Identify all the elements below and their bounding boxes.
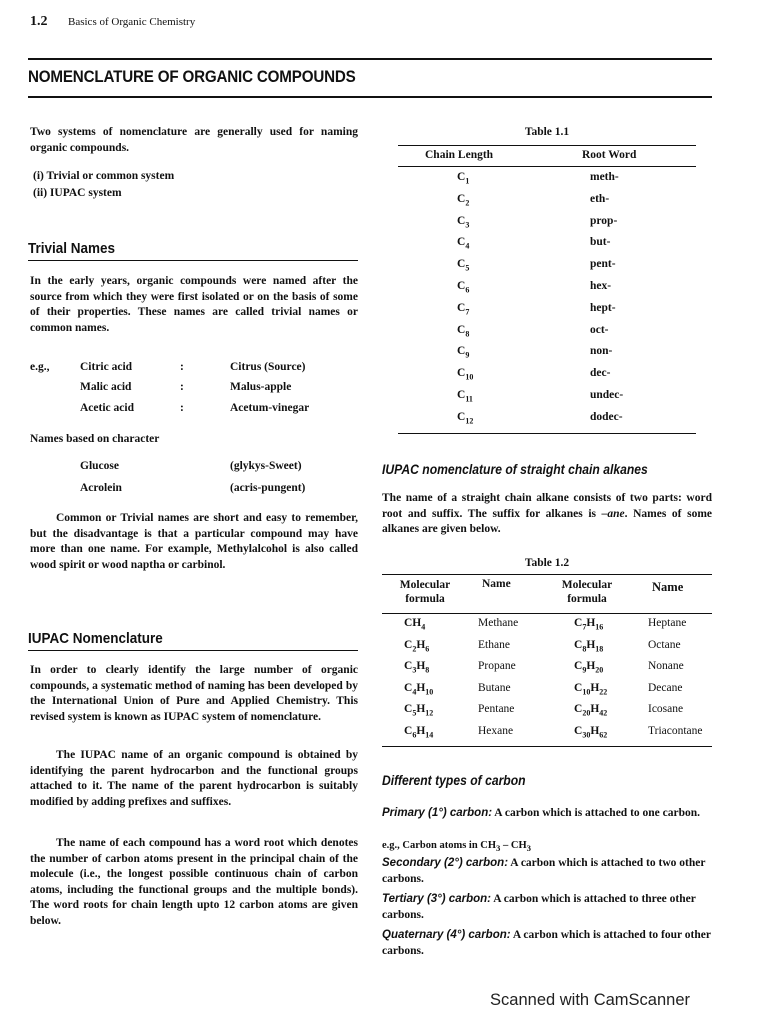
formula-cell [574,639,603,653]
chain-length-cell [457,345,469,359]
molecular-formula [574,703,608,718]
element-symbol: CH [404,617,422,629]
subscript: 6 [412,729,417,739]
example-name: Malic acid [80,381,132,393]
root-word-cell: eth- [590,192,610,205]
subscript: 5 [412,708,417,718]
alkane-name-cell: Pentane [478,703,515,715]
top-rule [28,58,712,60]
subscript: 30 [582,729,591,739]
element-symbol: C [404,703,413,715]
molecular-formula [404,639,429,651]
subscript: 18 [595,643,604,653]
example-name: Acetic acid [80,402,134,414]
molecular-formula [404,660,430,675]
molecular-formula [404,682,433,694]
table-1-2-caption: Table 1.2 [524,557,570,569]
element-symbol: H [416,638,426,651]
carbon-symbol: C [457,280,466,292]
subscript: 8 [465,328,470,338]
tertiary-carbon [382,892,712,923]
alkane-name-cell: Ethane [478,638,510,651]
table-1-1-header: Chain Length [425,149,494,161]
subscript: 3 [412,665,417,675]
root-word-cell: hept- [590,301,616,314]
subscript: 7 [465,307,470,317]
example-source: (acris-pungent) [230,482,306,494]
element-symbol: H [590,681,600,694]
tertiary-text: A carbon which is attached to three other carbons. [382,893,696,921]
chain-length-cell [457,171,469,185]
iupac-paragraph-2: The IUPAC name of an organic compound is obtained by identifying the parent hydrocarbon and the functional groups attached to it. The name of the parent hydrocarbon is suitably modified by adding prefixes and suffixes. [30,749,358,808]
example-name: Glucose [80,460,119,472]
straight-text-a: The name of a straight chain alkane consists of two parts: word root and suffix. The suffix for alkanes is [382,492,712,520]
subscript: 2 [412,643,417,653]
element-symbol: H [416,681,426,694]
section-rule [28,260,358,261]
element-symbol: H [586,617,596,629]
subscript: 8 [425,665,430,675]
section-heading-carbon-types: Different types of carbon [382,773,526,788]
formula-cell [404,725,433,739]
straight-text-b: . Names of some alkanes are given below. [382,507,712,535]
subscript: 16 [595,622,604,632]
alkane-name-cell: Butane [478,681,511,694]
subscript: 2 [465,198,470,208]
alkane-name-cell: Propane [478,660,516,672]
formula-cell [404,660,429,674]
example-name: Citric acid [80,361,133,373]
element-symbol: C [404,681,413,694]
secondary-carbon [382,856,712,887]
subscript: 10 [425,686,434,696]
running-header-title: Basics of Organic Chemistry [68,16,196,28]
secondary-text: A carbon which is attached to two other carbons. [382,857,706,885]
chain-length-cell [457,367,473,381]
element-symbol: H [590,703,600,715]
root-word-cell: pent- [590,258,616,271]
table-1-1-header: Root Word [582,149,637,161]
section-heading-straight-chain: IUPAC nomenclature of straight chain alkanes [382,462,648,477]
subscript: 10 [582,686,591,696]
iupac-paragraph-3: The name of each compound has a word root which denotes the number of carbon atoms present in the principal chain of the molecule (i.e., the longest possible continuous chain of carbon atoms, including the functional groups and the multiple bonds). The word roots for chain length upto 12 carbon atoms are given below. [30,837,358,927]
alkane-name-cell: Decane [648,681,683,694]
chain-length-cell [457,324,469,338]
trivial-paragraph-2: Common or Trivial names are short and easy to remember, but the disadvantage is that a particular compound may have more than one name. For example, Methylalcohol is also called wood spirit or wood naptha or carbinol. [30,512,358,571]
carbon-symbol: C [457,236,466,249]
alkane-name-cell: Hexane [478,724,514,737]
subscript: 62 [599,729,608,739]
quaternary-carbon [382,928,712,959]
element-symbol: H [586,660,596,672]
table-rule [382,574,712,575]
subscript: 1 [465,176,470,186]
trivial-paragraph: In the early years, organic compounds were named after the source from which they were first isolated or on the basis of some of their properties. These names are called trivial names or common names. [30,275,358,334]
example-source: Citrus (Source) [230,361,306,373]
carbon-symbol: C [457,389,466,401]
example-sep: : [180,402,184,414]
subscript: 8 [582,643,587,653]
suffix-ane: –ane [601,507,625,520]
carbon-symbol: C [457,323,466,336]
straight-chain-paragraph [382,491,712,538]
element-symbol: C [404,638,413,651]
molecular-formula [404,703,434,718]
table-1-2-header: Molecular formula [399,579,451,605]
formula-cell [574,660,603,674]
subscript: 7 [582,622,587,632]
section-rule [28,650,358,651]
system-item: (i) Trivial or common system [33,170,175,182]
carbon-symbol: C [457,301,466,314]
secondary-label: Secondary (2°) carbon: [382,857,509,869]
element-symbol: C [404,724,413,737]
subscript: 6 [465,285,470,295]
element-symbol: H [590,724,600,737]
chain-length-cell [457,258,469,272]
subscript: 4 [412,686,417,696]
primary-eg-text: e.g., Carbon atoms in CH [382,840,497,851]
element-symbol: H [586,638,596,651]
molecular-formula [404,617,426,632]
table-rule [398,145,696,146]
alkane-name-cell: Triacontane [648,724,703,737]
molecular-formula [574,660,604,675]
element-symbol: C [574,703,583,715]
subscript: 9 [582,665,587,675]
section-heading-trivial: Trivial Names [28,240,116,257]
carbon-symbol: C [457,171,466,183]
carbon-symbol: C [457,367,466,380]
subscript: 6 [425,643,430,653]
example-sep: : [180,361,184,373]
root-word-cell: hex- [590,280,612,292]
formula-cell [404,682,433,696]
example-name: Acrolein [80,482,122,494]
table-1-1-caption: Table 1.1 [524,126,570,138]
subscript: 10 [465,372,474,382]
carbon-symbol: C [457,214,466,227]
table-rule [382,746,712,747]
quaternary-label: Quaternary (4°) carbon: [382,929,511,941]
alkane-name-cell: Methane [478,617,519,629]
table-1-2-header: Name [652,580,684,594]
alkane-name-cell: Octane [648,638,681,651]
table-1-2-header: Molecular formula [561,579,613,605]
character-label: Names based on character [30,433,160,445]
element-symbol: C [574,638,583,651]
subscript: 3 [496,843,501,854]
subscript: 11 [465,394,473,404]
formula-cell [574,617,603,631]
root-word-cell: non- [590,345,613,358]
primary-eg-text: – CH [500,840,527,851]
subscript: 3 [526,843,532,854]
element-symbol: C [404,660,413,672]
subscript: 20 [595,665,604,675]
eg-label: e.g., [30,361,50,373]
subscript: 3 [465,219,470,229]
quaternary-text: A carbon which is attached to four other carbons. [382,929,711,957]
tertiary-label: Tertiary (3°) carbon: [382,893,491,905]
formula-cell [404,703,433,717]
subscript: 14 [425,729,434,739]
root-word-cell: undec- [590,389,624,401]
page-title: NOMENCLATURE OF ORGANIC COMPOUNDS [28,68,356,86]
subscript: 4 [465,241,470,251]
chain-length-cell [457,411,473,425]
example-source: Acetum-vinegar [230,402,310,414]
subscript: 5 [465,263,470,273]
molecular-formula [574,617,604,632]
element-symbol: C [574,617,583,629]
primary-carbon [382,806,712,822]
section-heading-iupac: IUPAC Nomenclature [28,630,163,647]
subscript: 42 [599,708,608,718]
root-word-cell: meth- [590,171,619,183]
formula-cell [404,617,425,631]
example-source: Malus-apple [230,381,292,393]
page-number: 1.2 [30,14,48,29]
system-item: (ii) IUPAC system [33,187,122,199]
element-symbol: H [416,703,426,715]
primary-example [382,838,531,857]
formula-cell [574,725,607,739]
chain-length-cell [457,280,469,294]
formula-cell [574,682,607,696]
primary-label: Primary (1°) carbon: [382,807,493,819]
table-rule [398,433,696,434]
subscript: 9 [465,350,470,360]
element-symbol: C [574,724,583,737]
molecular-formula [574,725,607,737]
carbon-symbol: C [457,345,466,358]
example-source: (glykys-Sweet) [230,460,302,472]
molecular-formula [574,639,603,651]
example-sep: : [180,381,184,393]
alkane-name-cell: Heptane [648,617,687,629]
element-symbol: H [416,660,426,672]
alkane-name-cell: Nonane [648,660,684,672]
carbon-symbol: C [457,192,466,205]
subscript: 4 [421,622,426,632]
intro-paragraph: Two systems of nomenclature are generally used for naming organic compounds. [30,126,358,154]
alkane-name-cell: Icosane [648,703,684,715]
carbon-symbol: C [457,258,466,271]
scanner-watermark: Scanned with CamScanner [490,991,690,1009]
title-rule [28,96,712,98]
root-word-cell: prop- [590,214,618,227]
root-word-cell: dodec- [590,410,623,423]
element-symbol: C [574,681,583,694]
primary-text: A carbon which is attached to one carbon. [492,807,701,819]
subscript: 12 [465,416,474,426]
table-rule [398,166,696,167]
table-rule [382,613,712,614]
element-symbol: C [574,660,583,672]
chain-length-cell [457,215,469,229]
molecular-formula [574,682,607,694]
subscript: 22 [599,686,608,696]
root-word-cell: but- [590,236,611,249]
subscript: 20 [582,708,591,718]
chain-length-cell [457,302,469,316]
chain-length-cell [457,193,469,207]
table-1-2-header: Name [482,578,511,590]
chain-length-cell [457,389,473,403]
formula-cell [574,703,607,717]
root-word-cell: dec- [590,367,611,380]
subscript: 12 [425,708,434,718]
formula-cell [404,639,429,653]
iupac-paragraph-1: In order to clearly identify the large number of organic compounds, a systematic method of naming has been developed by the International Union of Pure and Applied Chemistry. This revised system is known as IUPAC system of nomenclature. [30,664,358,723]
chain-length-cell [457,236,469,250]
element-symbol: H [416,724,426,737]
root-word-cell: oct- [590,323,609,336]
molecular-formula [404,725,433,737]
carbon-symbol: C [457,410,466,423]
